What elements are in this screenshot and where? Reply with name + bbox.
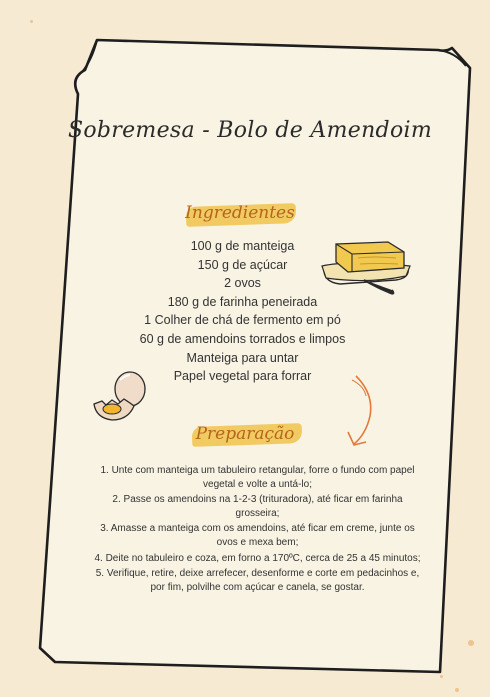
preparation-step: 1. Unte com manteiga um tabuleiro retangular, forre o fundo com papel vegetal e volte a untá-lo; [100,465,415,490]
ingredient-item: 60 g de amendoins torrados e limpos [139,331,346,346]
ingredient-item: 1 Colher de chá de fermento em pó [144,313,341,328]
egg-icon [88,368,158,426]
curved-arrow-icon [342,372,382,452]
ingredient-item: 150 g de açúcar [197,257,288,272]
preparation-step: 2. Passe os amendoins na 1-2-3 (trituradora), até ficar em farinha grosseira; [112,494,403,519]
recipe-title: Sobremesa - Bolo de Amendoim [68,118,432,143]
ingredient-item: 180 g de farinha peneirada [167,294,318,309]
preparation-heading: Preparação [195,424,295,444]
ingredients-heading: Ingredientes [185,203,295,223]
ingredient-item: 2 ovos [224,276,261,291]
preparation-step: 4. Deite no tabuleiro e coza, em forno a 170ºC, cerca de 25 a 45 minutos; [94,552,421,564]
preparation-step: 3. Amasse a manteiga com os amendoins, até ficar em creme, junte os ovos e mexa bem; [100,523,415,548]
ingredient-item: Papel vegetal para forrar [173,369,312,384]
preparation-step: 5. Verifique, retire, deixe arrefecer, desenforme e corte em pedacinhos e, por fim, polvilhe com açúcar e canela, se gostar. [95,568,420,593]
ingredient-item: 100 g de manteiga [190,239,295,253]
butter-icon [318,236,418,298]
ingredient-item: Manteiga para untar [186,350,299,365]
preparation-steps [90,464,425,596]
